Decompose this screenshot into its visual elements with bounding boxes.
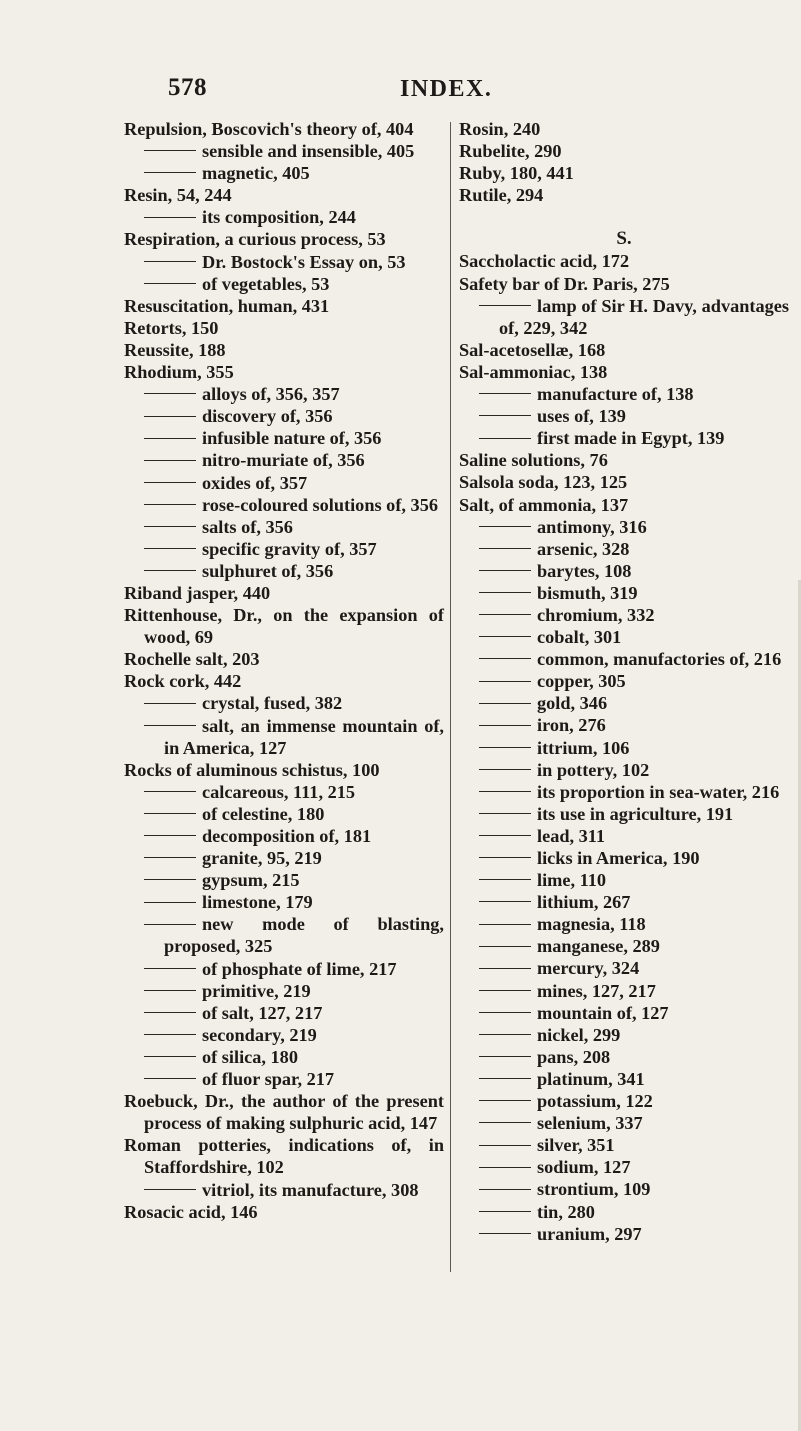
ditto-dash <box>479 393 531 394</box>
index-entry <box>124 759 444 781</box>
entry-text: pans, 208 <box>537 1046 611 1067</box>
ditto-dash <box>144 261 196 262</box>
index-subentry <box>124 891 444 913</box>
entry-text: bismuth, 319 <box>537 582 638 603</box>
entry-text: lime, 110 <box>537 870 607 891</box>
entry-text: vitriol, its manufacture, 308 <box>202 1179 419 1200</box>
ditto-dash <box>479 526 531 527</box>
index-subentry <box>124 913 444 957</box>
entry-text: decomposition of, 181 <box>202 826 372 846</box>
index-subentry <box>124 847 444 869</box>
index-subentry <box>124 383 444 405</box>
ditto-dash <box>144 482 196 483</box>
entry-text: Dr. Bostock's Essay on, 53 <box>202 251 406 272</box>
entry-text: first made in Egypt, 139 <box>537 428 725 449</box>
entry-text: Retorts, 150 <box>124 317 219 338</box>
entry-text: primitive, 219 <box>202 980 311 1001</box>
entry-text: Rubelite, 290 <box>459 141 562 162</box>
ditto-dash <box>479 658 531 659</box>
ditto-dash <box>479 990 531 991</box>
entry-text: Rhodium, 355 <box>124 362 234 383</box>
entry-text: Saline solutions, 76 <box>459 450 608 471</box>
index-subentry <box>124 516 444 538</box>
entry-text: licks in America, 190 <box>537 848 700 868</box>
entry-text: silver, 351 <box>537 1135 615 1156</box>
entry-text: Rock cork, 442 <box>124 671 242 692</box>
entry-text: common, manufactories of, 216 <box>537 649 782 670</box>
entry-text: strontium, 109 <box>537 1179 651 1200</box>
index-subentry <box>124 251 444 273</box>
index-subentry <box>459 1024 789 1046</box>
index-subentry <box>459 516 789 538</box>
ditto-dash <box>479 924 531 925</box>
entry-text: rose-coloured solutions of, 356 <box>202 494 438 515</box>
index-entries-s <box>459 250 789 1244</box>
index-entry <box>124 582 444 604</box>
ditto-dash <box>479 725 531 726</box>
entry-text: antimony, 316 <box>537 516 647 537</box>
entry-text: its composition, 244 <box>202 207 356 228</box>
index-entry <box>459 118 789 140</box>
index-subentry <box>459 781 789 803</box>
index-subentry <box>459 427 789 449</box>
entry-text: manganese, 289 <box>537 936 660 957</box>
index-subentry <box>459 1223 789 1245</box>
entry-text: Saccholactic acid, 172 <box>459 251 630 272</box>
entry-text: Resin, 54, 244 <box>124 185 232 206</box>
entry-text: Sal-acetosellæ, 168 <box>459 339 606 360</box>
index-entry <box>459 250 789 272</box>
index-entry <box>459 273 789 295</box>
index-entry <box>459 449 789 471</box>
ditto-dash <box>479 1056 531 1057</box>
ditto-dash <box>144 570 196 571</box>
index-entry <box>124 339 444 361</box>
ditto-dash <box>144 813 196 814</box>
entry-text: nickel, 299 <box>537 1024 621 1045</box>
index-subentry <box>124 472 444 494</box>
index-entry <box>124 604 444 648</box>
index-entry <box>124 295 444 317</box>
index-subentry <box>124 715 444 759</box>
ditto-dash <box>479 1233 531 1234</box>
ditto-dash <box>144 1012 196 1013</box>
entry-text: Ruby, 180, 441 <box>459 163 574 184</box>
entry-text: arsenic, 328 <box>537 538 630 559</box>
ditto-dash <box>479 879 531 880</box>
entry-text: manufacture of, 138 <box>537 384 694 405</box>
entry-text: magnetic, 405 <box>202 163 310 184</box>
ditto-dash <box>479 769 531 770</box>
index-entry <box>124 1090 444 1134</box>
entry-text: secondary, 219 <box>202 1024 317 1045</box>
index-subentry <box>459 913 789 935</box>
entry-text: of celestine, 180 <box>202 803 325 824</box>
entry-text: of silica, 180 <box>202 1046 298 1067</box>
index-column-left <box>124 118 444 1223</box>
index-subentry <box>459 1002 789 1024</box>
entry-text: Rittenhouse, Dr., on the expansion of wood, 69 <box>124 605 444 648</box>
entry-text: granite, 95, 219 <box>202 848 322 869</box>
entry-text: infusible nature of, 356 <box>202 428 382 449</box>
index-subentry <box>124 449 444 471</box>
entry-text: Sal-ammoniac, 138 <box>459 361 608 382</box>
index-entry <box>124 361 444 383</box>
entry-text: its use in agriculture, 191 <box>537 803 734 824</box>
entry-text: crystal, fused, 382 <box>202 693 343 714</box>
index-subentry <box>124 1068 444 1090</box>
index-subentry <box>124 494 444 516</box>
entry-text: discovery of, 356 <box>202 406 333 427</box>
ditto-dash <box>479 791 531 792</box>
index-entry <box>124 648 444 670</box>
ditto-dash <box>479 747 531 748</box>
entry-text: Rutile, 294 <box>459 185 544 206</box>
index-subentry <box>124 140 444 162</box>
ditto-dash <box>144 504 196 505</box>
index-subentry <box>124 825 444 847</box>
index-subentry <box>459 383 789 405</box>
index-subentry <box>124 405 444 427</box>
entry-text: salts of, 356 <box>202 516 293 537</box>
entry-text: selenium, 337 <box>537 1113 643 1134</box>
ditto-dash <box>479 1122 531 1123</box>
entry-text: of phosphate of lime, 217 <box>202 958 397 979</box>
entry-text: Riband jasper, 440 <box>124 582 271 603</box>
entry-text: platinum, 341 <box>537 1068 645 1089</box>
entry-text: Respiration, a curious process, 53 <box>124 229 386 250</box>
ditto-dash <box>144 1078 196 1079</box>
entry-text: uses of, 139 <box>537 406 626 427</box>
ditto-dash <box>144 172 196 173</box>
index-subentry <box>459 1112 789 1134</box>
entry-text: Roebuck, Dr., the author of the present process of making sulphuric acid, 147 <box>124 1091 444 1134</box>
ditto-dash <box>144 857 196 858</box>
ditto-dash <box>479 835 531 836</box>
ditto-dash <box>144 835 196 836</box>
entry-text: gypsum, 215 <box>202 870 300 891</box>
index-subentry <box>459 1134 789 1156</box>
index-subentry <box>459 648 789 670</box>
ditto-dash <box>144 990 196 991</box>
index-subentry <box>459 1156 789 1178</box>
column-divider <box>450 122 451 1272</box>
index-subentry <box>459 935 789 957</box>
index-subentry <box>124 980 444 1002</box>
entry-text: calcareous, 111, 215 <box>202 781 356 802</box>
entry-text: of vegetables, 53 <box>202 273 330 294</box>
index-subentry <box>459 295 789 339</box>
entry-text: barytes, 108 <box>537 560 632 581</box>
index-subentry <box>459 714 789 736</box>
section-letter: S. <box>616 228 632 250</box>
index-subentry <box>459 803 789 825</box>
index-subentry <box>459 560 789 582</box>
ditto-dash <box>144 150 196 151</box>
index-entry <box>124 184 444 206</box>
entry-text: mountain of, 127 <box>537 1002 669 1023</box>
entry-text: Rosacic acid, 146 <box>124 1201 258 1222</box>
index-entry <box>459 339 789 361</box>
entry-text: chromium, 332 <box>537 604 655 625</box>
ditto-dash <box>479 548 531 549</box>
index-subentry <box>124 1002 444 1024</box>
ditto-dash <box>144 393 196 394</box>
ditto-dash <box>479 1189 531 1190</box>
index-entry <box>459 471 789 493</box>
entry-text: lamp of Sir H. Davy, advantages of, 229, 342 <box>499 295 789 338</box>
ditto-dash <box>479 813 531 814</box>
entry-text: gold, 346 <box>537 693 608 714</box>
entry-text: potassium, 122 <box>537 1091 653 1112</box>
ditto-dash <box>144 725 196 726</box>
ditto-dash <box>144 416 196 417</box>
entry-text: lithium, 267 <box>537 892 631 913</box>
index-subentry <box>124 1046 444 1068</box>
entry-text: ittrium, 106 <box>537 737 630 758</box>
entry-text: Salt, of ammonia, 137 <box>459 494 629 515</box>
ditto-dash <box>144 1056 196 1057</box>
entry-text: sodium, 127 <box>537 1157 631 1178</box>
entry-text: mines, 127, 217 <box>537 980 656 1001</box>
index-subentry <box>124 1024 444 1046</box>
entry-text: sensible and insensible, 405 <box>202 141 415 162</box>
ditto-dash <box>479 968 531 969</box>
index-subentry <box>124 1179 444 1201</box>
entry-text: salt, an immense mountain of, in America, 127 <box>164 715 444 758</box>
ditto-dash <box>479 415 531 416</box>
index-column-right <box>459 118 789 1245</box>
entry-text: Safety bar of Dr. Paris, 275 <box>459 273 670 294</box>
ditto-dash <box>479 703 531 704</box>
ditto-dash <box>144 460 196 461</box>
index-subentry <box>124 427 444 449</box>
ditto-dash <box>479 1034 531 1035</box>
ditto-dash <box>479 681 531 682</box>
page-number: 578 <box>168 74 207 101</box>
index-subentry <box>124 560 444 582</box>
index-entry <box>124 1201 444 1223</box>
entry-text: of salt, 127, 217 <box>202 1002 323 1023</box>
entry-text: magnesia, 118 <box>537 914 646 935</box>
ditto-dash <box>144 217 196 218</box>
index-subentry <box>459 1090 789 1112</box>
ditto-dash <box>144 438 196 439</box>
index-entry <box>459 184 789 206</box>
entry-text: oxides of, 357 <box>202 472 308 493</box>
ditto-dash <box>144 1189 196 1190</box>
entry-text: cobalt, 301 <box>537 627 622 648</box>
ditto-dash <box>479 1100 531 1101</box>
entry-text: new mode of blasting, proposed, 325 <box>164 914 444 957</box>
index-subentry <box>459 604 789 626</box>
index-subentry <box>459 538 789 560</box>
ditto-dash <box>479 1211 531 1212</box>
entry-text: nitro-muriate of, 356 <box>202 450 365 471</box>
index-subentry <box>459 670 789 692</box>
index-subentry <box>124 206 444 228</box>
ditto-dash <box>479 1078 531 1079</box>
index-subentry <box>459 582 789 604</box>
index-subentry <box>124 803 444 825</box>
entry-text: uranium, 297 <box>537 1223 642 1244</box>
ditto-dash <box>479 438 531 439</box>
entry-text: tin, 280 <box>537 1201 595 1222</box>
ditto-dash <box>479 857 531 858</box>
index-entry <box>459 140 789 162</box>
entry-text: mercury, 324 <box>537 958 640 979</box>
index-subentry <box>459 1178 789 1200</box>
entry-text: Repulsion, Boscovich's theory of, 404 <box>124 119 414 139</box>
ditto-dash <box>144 924 196 925</box>
entry-text: sulphuret of, 356 <box>202 560 334 581</box>
index-entry <box>124 228 444 250</box>
index-subentry <box>459 626 789 648</box>
index-subentry <box>124 869 444 891</box>
ditto-dash <box>144 791 196 792</box>
entry-text: Salsola soda, 123, 125 <box>459 472 628 493</box>
ditto-dash <box>479 1012 531 1013</box>
running-head: INDEX. <box>400 76 493 102</box>
index-entry <box>124 1134 444 1178</box>
ditto-dash <box>479 901 531 902</box>
ditto-dash <box>479 305 531 306</box>
index-subentry <box>124 692 444 714</box>
ditto-dash <box>479 570 531 571</box>
entry-text: Roman potteries, indications of, in Staffordshire, 102 <box>124 1135 444 1178</box>
entry-text: Rosin, 240 <box>459 119 541 139</box>
entry-text: limestone, 179 <box>202 892 313 913</box>
ditto-dash <box>144 902 196 903</box>
index-subentry <box>124 781 444 803</box>
index-subentry <box>459 1046 789 1068</box>
index-subentry <box>459 1068 789 1090</box>
ditto-dash <box>479 614 531 615</box>
entry-text: Reussite, 188 <box>124 339 226 360</box>
entry-text: Resuscitation, human, 431 <box>124 295 330 316</box>
entry-text: specific gravity of, 357 <box>202 538 377 559</box>
index-entry <box>459 162 789 184</box>
ditto-dash <box>144 526 196 527</box>
index-subentry <box>124 273 444 295</box>
index-subentry <box>459 957 789 979</box>
index-entry <box>124 118 444 140</box>
index-subentry <box>459 692 789 714</box>
entry-text: copper, 305 <box>537 671 626 692</box>
index-subentry <box>459 759 789 781</box>
ditto-dash <box>479 592 531 593</box>
ditto-dash <box>144 968 196 969</box>
index-entry <box>459 361 789 383</box>
ditto-dash <box>144 283 196 284</box>
entry-text: Rochelle salt, 203 <box>124 649 260 670</box>
index-subentry <box>124 958 444 980</box>
entry-text: of fluor spar, 217 <box>202 1069 335 1090</box>
index-entry <box>459 494 789 516</box>
index-entry <box>124 317 444 339</box>
index-subentry <box>124 538 444 560</box>
entry-text: Rocks of aluminous schistus, 100 <box>124 759 380 780</box>
index-subentry <box>459 825 789 847</box>
entry-text: its proportion in sea-water, 216 <box>537 781 780 802</box>
entry-text: lead, 311 <box>537 825 606 846</box>
ditto-dash <box>479 1167 531 1168</box>
ditto-dash <box>144 703 196 704</box>
entry-text: alloys of, 356, 357 <box>202 384 340 405</box>
index-subentry <box>459 847 789 869</box>
index-subentry <box>459 1201 789 1223</box>
ditto-dash <box>144 879 196 880</box>
index-subentry <box>124 162 444 184</box>
entry-text: in pottery, 102 <box>537 759 650 780</box>
index-subentry <box>459 891 789 913</box>
ditto-dash <box>144 548 196 549</box>
ditto-dash <box>144 1034 196 1035</box>
index-subentry <box>459 869 789 891</box>
index-entry <box>124 670 444 692</box>
index-entries-r <box>459 118 789 206</box>
ditto-dash <box>479 636 531 637</box>
index-subentry <box>459 980 789 1002</box>
ditto-dash <box>479 946 531 947</box>
index-subentry <box>459 737 789 759</box>
page-header <box>0 74 801 114</box>
ditto-dash <box>479 1145 531 1146</box>
entry-text: iron, 276 <box>537 715 606 736</box>
index-subentry <box>459 405 789 427</box>
